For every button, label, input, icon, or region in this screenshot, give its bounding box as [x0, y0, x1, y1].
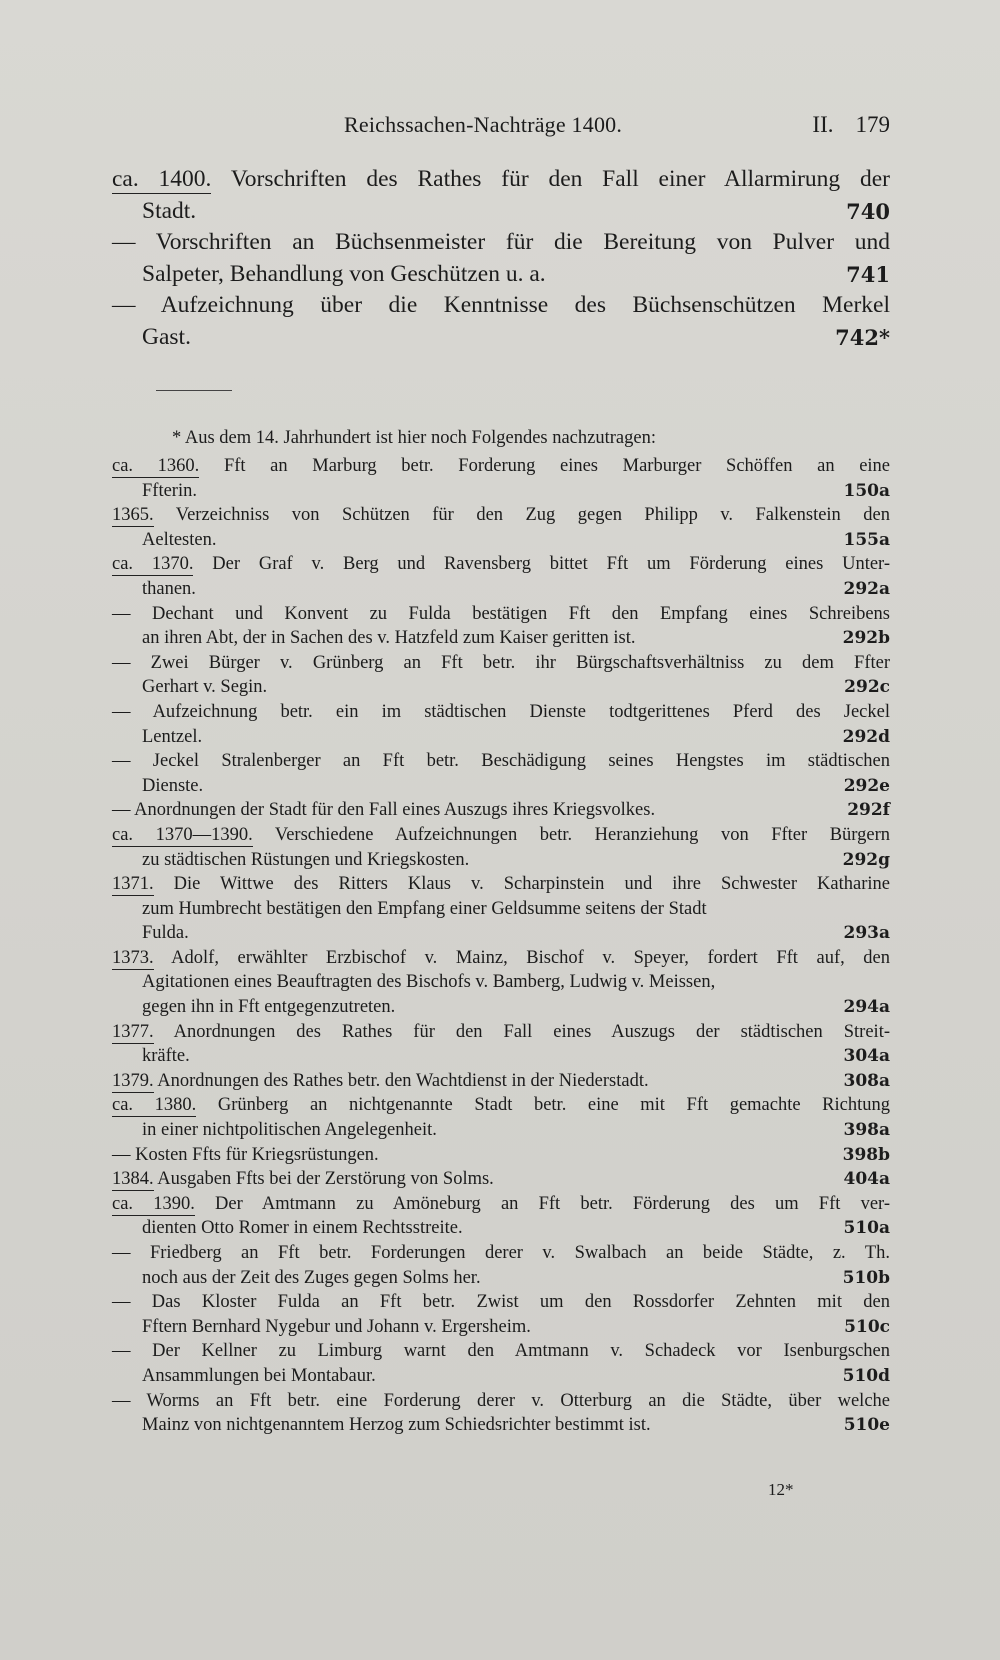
footnote-entry-line	[112, 749, 890, 774]
entry-text: Anordnungen des Rathes betr. den Wachtdienst in der Niederstadt.	[157, 1070, 649, 1091]
entry-continuation: Fulda.	[142, 923, 189, 944]
footnote-entry-line	[112, 798, 890, 823]
entry-number: 742*	[835, 324, 890, 350]
footnote-entry-line	[112, 1389, 890, 1414]
footnote-entry	[112, 454, 890, 503]
entry-number: 510c	[844, 1316, 890, 1337]
entry-number: 510e	[843, 1415, 890, 1436]
entry-text: — Worms an Fft betr. eine Forderung derer v. Otterburg an die Städte, über welche	[112, 1390, 890, 1411]
footnote-entry	[112, 798, 890, 823]
separator-dash	[226, 390, 232, 391]
entry-date: 1384.	[112, 1169, 154, 1190]
entry-number: 740	[846, 198, 890, 224]
footnote-entry-line	[112, 1093, 890, 1118]
entry-text: — Zwei Bürger v. Grünberg an Fft betr. ihr Bürgschaftsverhältniss zu dem Ffter	[112, 652, 890, 673]
entry-number: 308a	[843, 1070, 890, 1091]
entry-continuation: in einer nichtpolitischen Angelegenheit.	[142, 1120, 437, 1141]
entry-date: 1379.	[112, 1070, 154, 1091]
footnote-entry-line	[112, 700, 890, 725]
footnote-entry	[112, 700, 890, 749]
entry-text: — Aufzeichnung über die Kenntnisse des Büchsenschützen Merkel	[112, 292, 890, 318]
entry-date: 1377.	[112, 1021, 154, 1042]
page-number: 179	[855, 112, 890, 137]
footnote-entry-line	[112, 1143, 890, 1168]
entry-continuation: Salpeter, Behandlung von Geschützen u. a.	[142, 260, 546, 287]
footnote-entry	[112, 1093, 890, 1142]
entry-continuation: Aeltesten.	[142, 529, 217, 550]
entry-text: — Jeckel Stralenberger an Fft betr. Beschädigung seines Hengstes im städtischen	[112, 751, 890, 772]
entry-continuation: Gerhart v. Segin.	[142, 677, 268, 698]
footnote-entry	[112, 1020, 890, 1069]
entry-text: Ausgaben Ffts bei der Zerstörung von Solms.	[157, 1169, 494, 1190]
entry-continuation: Agitationen eines Beauftragten des Bischofs v. Bamberg, Ludwig v. Meissen,	[142, 972, 716, 993]
entry-number: 292c	[844, 677, 890, 698]
entry-continuation: noch aus der Zeit des Zuges gegen Solms her.	[142, 1267, 481, 1288]
entry-continuation: Fftern Bernhard Nygebur und Johann v. Ergersheim.	[142, 1316, 531, 1337]
entry-continuation: Ansammlungen bei Montabaur.	[142, 1365, 376, 1386]
footnote-entry-line	[112, 503, 890, 528]
entry-continuation: Mainz von nichtgenanntem Herzog zum Schiedsrichter bestimmt ist.	[142, 1415, 651, 1436]
main-entries	[112, 164, 890, 353]
entry-text: Verzeichniss von Schützen für den Zug gegen Philipp v. Falkenstein den	[175, 505, 890, 526]
footnote-entry	[112, 823, 890, 872]
entry-number: 510a	[843, 1218, 890, 1239]
signature-mark: 12*	[768, 1480, 794, 1499]
entry-continuation: dienten Otto Romer in einem Rechtsstreite.	[142, 1218, 463, 1239]
footnote-entry-line	[112, 1167, 890, 1192]
page-locator	[790, 112, 890, 138]
footnote-entry	[112, 651, 890, 700]
footnote-entry-line	[112, 1069, 890, 1094]
entry-date: ca. 1360.	[112, 456, 200, 476]
entry-continuation: an ihren Abt, der in Sachen des v. Hatzfeld zum Kaiser geritten ist.	[142, 628, 636, 649]
entry-continuation: thanen.	[142, 578, 196, 599]
footnote-entry	[112, 1069, 890, 1094]
entry-number: 292f	[847, 800, 890, 821]
entry-text: Fft an Marburg betr. Forderung eines Marburger Schöffen an eine	[223, 456, 891, 476]
footnote-entry	[112, 552, 890, 601]
entry-text: Adolf, erwählter Erzbischof v. Mainz, Bischof v. Speyer, fordert Fft auf, den	[171, 947, 891, 968]
entry-number: 292b	[842, 628, 890, 649]
footnote-entry-line	[112, 946, 890, 971]
entry-date: ca. 1370.	[112, 554, 194, 575]
entry-number: 398a	[843, 1120, 890, 1141]
entry-number: 510d	[842, 1365, 890, 1386]
footnote-entry-line	[112, 1339, 890, 1364]
entry-continuation: Stadt.	[142, 197, 197, 224]
entry-date: ca. 1390.	[112, 1193, 195, 1214]
entry-text: Die Wittwe des Ritters Klaus v. Scharpinstein und ihre Schwester Katharine	[173, 874, 890, 895]
entry-continuation: kräfte.	[142, 1046, 190, 1067]
footnote	[112, 426, 890, 1438]
entry-text: — Dechant und Konvent zu Fulda bestätigen Fft den Empfang eines Schreibens	[112, 603, 890, 624]
entry-continuation: zu städtischen Rüstungen und Kriegskosten.	[142, 849, 470, 870]
footnote-entry	[112, 1192, 890, 1241]
entry-continuation: zum Humbrecht bestätigen den Empfang einer Geldsumme seitens der Stadt	[142, 898, 707, 919]
main-entry-line	[112, 164, 890, 196]
entry-text: — Friedberg an Fft betr. Forderungen derer v. Swalbach an beide Städte, z. Th.	[112, 1243, 890, 1263]
main-entry	[112, 290, 890, 353]
entry-text: Der Amtmann zu Amöneburg an Fft betr. Förderung des um Fft ver-	[215, 1193, 890, 1214]
entry-date: ca. 1380.	[112, 1095, 197, 1116]
entry-number: 292a	[843, 578, 890, 599]
entry-number: 292d	[842, 726, 890, 747]
entry-number: 292g	[842, 849, 890, 870]
footnote-entry	[112, 749, 890, 798]
entry-continuation: gegen ihn in Fft entgegenzutreten.	[142, 997, 396, 1018]
footnote-entry	[112, 946, 890, 1020]
entry-text: — Vorschriften an Büchsenmeister für die Bereitung von Pulver und	[112, 229, 890, 255]
footnote-entry	[112, 602, 890, 651]
footnote-entry-line	[112, 602, 890, 627]
footnote-entry-line	[112, 651, 890, 676]
entry-text: — Der Kellner zu Limburg warnt den Amtmann v. Schadeck vor Isenburgschen	[112, 1341, 890, 1362]
entry-text: — Das Kloster Fulda an Fft betr. Zwist um den Rossdorfer Zehnten mit den	[112, 1292, 890, 1313]
entry-text: Verschiedene Aufzeichnungen betr. Heranziehung von Ffter Bürgern	[274, 824, 890, 845]
entry-text: — Aufzeichnung betr. ein im städtischen Dienste todtgerittenes Pferd des Jeckel	[112, 701, 890, 722]
entry-number: 293a	[843, 923, 890, 944]
entry-date: ca. 1400.	[112, 166, 212, 192]
entry-number: 294a	[843, 997, 890, 1018]
entry-text: Anordnungen des Rathes für den Fall eines Auszugs der städtischen Streit-	[173, 1021, 890, 1042]
entry-text: — Anordnungen der Stadt für den Fall eines Auszugs ihres Kriegsvolkes.	[112, 800, 656, 821]
entry-number: 155a	[843, 529, 890, 550]
entry-continuation: Lentzel.	[142, 726, 203, 747]
footnote-entry	[112, 1241, 890, 1290]
footnote-entry-line	[112, 823, 890, 848]
footnote-entries	[112, 454, 890, 1438]
page-header	[112, 112, 890, 148]
entry-date: 1373.	[112, 947, 154, 968]
footnote-intro: * Aus dem 14. Jahrhundert ist hier noch Folgendes nachzutragen:	[172, 428, 656, 448]
entry-number: 398b	[842, 1144, 890, 1165]
entry-number: 150a	[843, 480, 890, 501]
footnote-entry	[112, 1339, 890, 1388]
entry-number: 304a	[843, 1046, 890, 1067]
entry-date: ca. 1370—1390.	[112, 824, 253, 845]
main-entry	[112, 227, 890, 290]
entry-text: — Kosten Ffts für Kriegsrüstungen.	[112, 1144, 379, 1165]
footnote-entry	[112, 503, 890, 552]
entry-number: 292e	[843, 775, 890, 796]
entry-number: 741	[846, 261, 890, 287]
footnote-entry	[112, 872, 890, 946]
entry-number: 404a	[843, 1169, 890, 1190]
entry-text: Grünberg an nichtgenannte Stadt betr. eine mit Fft gemachte Richtung	[217, 1095, 890, 1116]
entry-number: 510b	[842, 1267, 890, 1288]
main-entry	[112, 164, 890, 227]
entry-continuation: Gast.	[142, 323, 191, 350]
footnote-entry-line	[112, 1020, 890, 1045]
entry-continuation: Ffterin.	[142, 480, 197, 501]
entry-date: 1371.	[112, 874, 154, 895]
separator-rule	[156, 390, 226, 391]
footnote-entry-line	[112, 552, 890, 577]
footnote-entry	[112, 1143, 890, 1168]
running-title: Reichssachen-Nachträge 1400.	[344, 112, 623, 137]
part-number: II.	[812, 112, 834, 137]
footnote-entry-line	[112, 872, 890, 897]
entry-text: Der Graf v. Berg und Ravensberg bittet Fft um Förderung eines Unter-	[212, 554, 891, 575]
main-entry-line	[112, 290, 890, 322]
main-entry-line	[112, 227, 890, 259]
footnote-entry-line	[112, 1241, 890, 1266]
footnote-entry	[112, 1389, 890, 1438]
footnote-entry-line	[112, 1192, 890, 1217]
entry-text: Vorschriften des Rathes für den Fall einer Allarmirung der	[230, 166, 890, 192]
footnote-entry	[112, 1167, 890, 1192]
footnote-entry-line	[112, 1290, 890, 1315]
entry-continuation: Dienste.	[142, 775, 204, 796]
footnote-entry	[112, 1290, 890, 1339]
footnote-entry-line	[112, 454, 890, 479]
entry-date: 1365.	[112, 505, 154, 526]
